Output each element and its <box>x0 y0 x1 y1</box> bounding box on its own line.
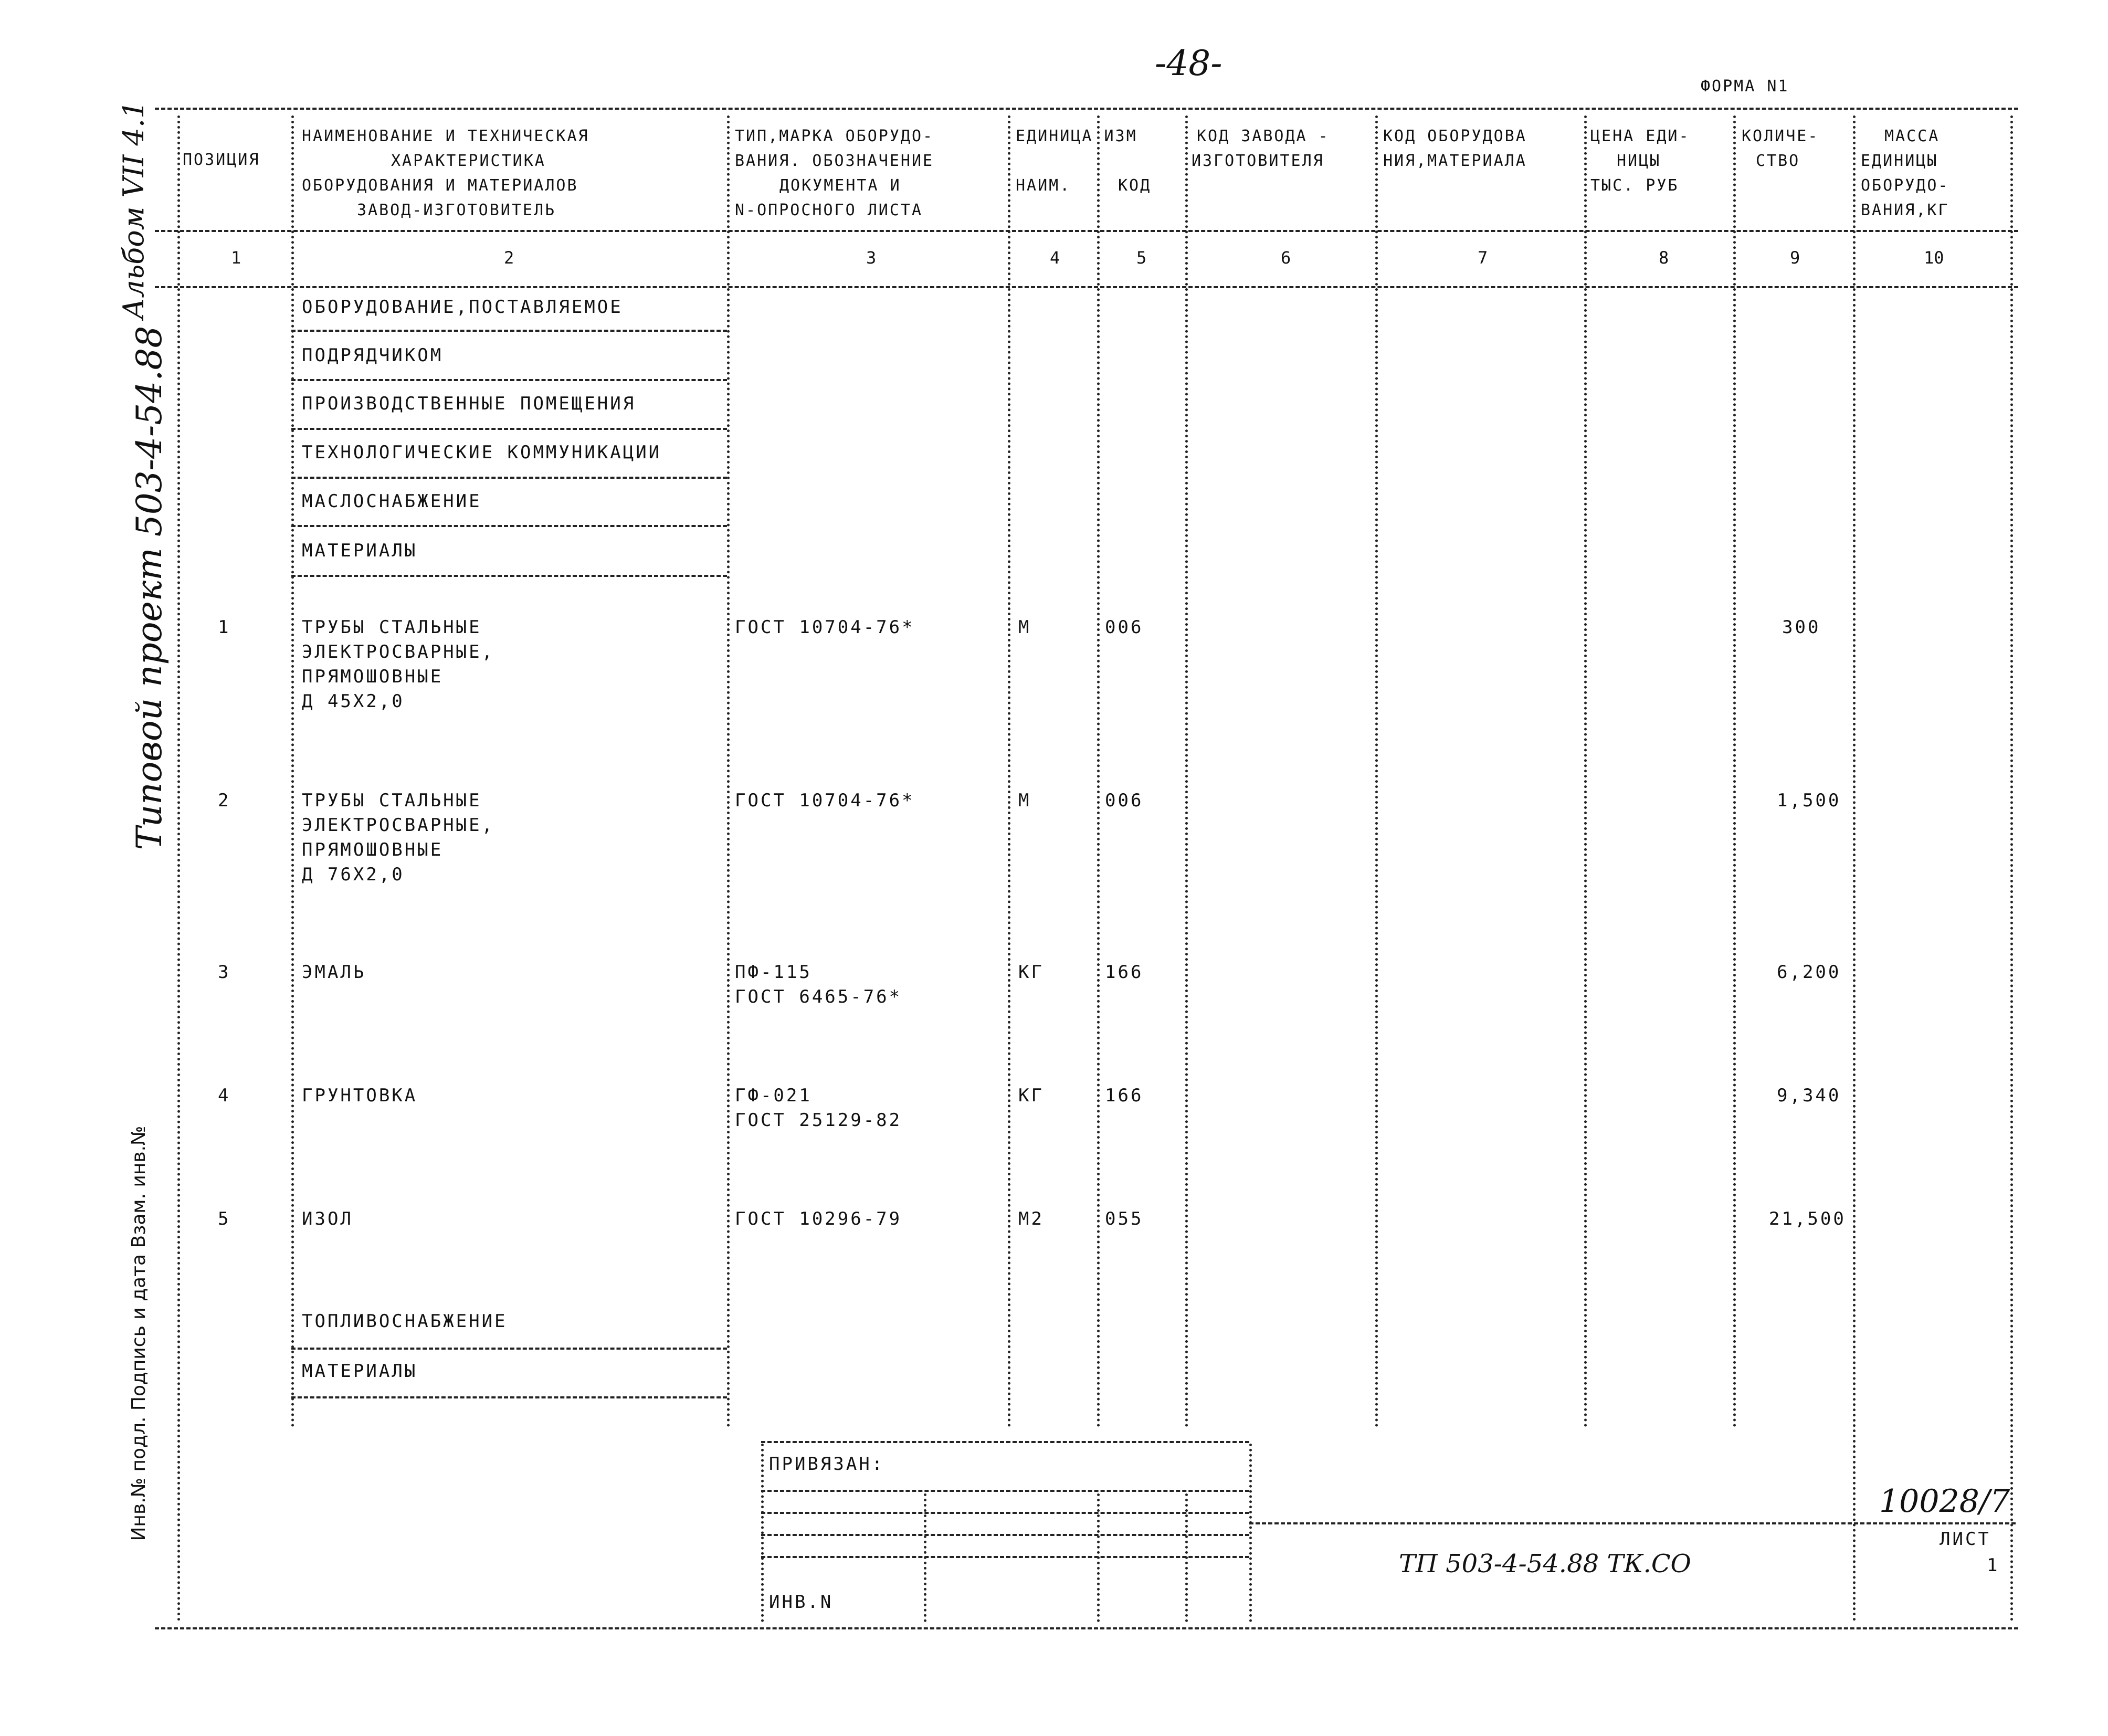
item-doc: ГОСТ 10704-76* <box>735 790 915 811</box>
inv-stamp-label: Инв.№ подл. Подпись и дата Взам. инв.№ <box>128 1125 150 1541</box>
album-label: Альбом VII 4.1 <box>117 100 150 320</box>
header-maker: ИЗГОТОВИТЕЛЯ <box>1192 152 1324 170</box>
form-label: ФОРМА N1 <box>1701 77 1789 96</box>
section-heading: ТОПЛИВОСНАБЖЕНИЕ <box>302 1311 508 1332</box>
header-name: НАИМЕНОВАНИЕ И ТЕХНИЧЕСКАЯ <box>302 127 589 145</box>
item-qty: 21,500 <box>1769 1208 1846 1229</box>
item-qty: 1,500 <box>1777 790 1841 811</box>
section-rule <box>291 1396 727 1398</box>
stamp-doc-code: ТП 503-4-54.88 ТК.СО <box>1399 1549 1691 1579</box>
stamp-sep <box>1185 1493 1188 1622</box>
stamp-sep <box>1249 1444 1252 1622</box>
header-name: ХАРАКТЕРИСТИКА <box>391 152 546 170</box>
col-sep <box>1375 115 1378 1428</box>
handwritten-number: 10028/7 <box>1879 1483 2010 1520</box>
stamp-rule <box>761 1512 1249 1514</box>
header-unit: КОД <box>1118 176 1152 195</box>
item-pos: 2 <box>218 790 231 811</box>
rule-bottom <box>155 1627 2018 1629</box>
header-type: ВАНИЯ. ОБОЗНАЧЕНИЕ <box>735 152 934 170</box>
section-rule <box>291 330 727 332</box>
item-name: ТРУБЫ СТАЛЬНЫЕ <box>302 617 482 638</box>
item-name: ЭЛЕКТРОСВАРНЫЕ, <box>302 815 495 836</box>
item-code: 166 <box>1105 962 1144 983</box>
section-heading: МАСЛОСНАБЖЕНИЕ <box>302 491 482 512</box>
item-code: 166 <box>1105 1085 1144 1106</box>
col-sep <box>1185 115 1188 1428</box>
header-price: НИЦЫ <box>1617 152 1661 170</box>
header-mass: МАССА <box>1884 127 1940 145</box>
section-heading: МАТЕРИАЛЫ <box>302 1361 418 1382</box>
item-doc: ГОСТ 10704-76* <box>735 617 915 638</box>
section-rule <box>291 379 727 381</box>
stamp-rule <box>761 1534 1249 1536</box>
col-number: 3 <box>866 248 877 268</box>
item-pos: 5 <box>218 1208 231 1229</box>
header-mass: ОБОРУДО- <box>1861 176 1949 195</box>
section-heading: ПРОИЗВОДСТВЕННЫЕ ПОМЕЩЕНИЯ <box>302 393 636 414</box>
header-qty: СТВО <box>1756 152 1800 170</box>
section-rule <box>291 575 727 577</box>
stamp-inv-label: ИНВ.N <box>769 1592 834 1613</box>
col-sep <box>1097 115 1100 1428</box>
item-doc: ГОСТ 6465-76* <box>735 986 902 1007</box>
stamp-sheet-number: 1 <box>1987 1555 2000 1576</box>
header-code: КОД ОБОРУДОВА <box>1383 127 1527 145</box>
item-unit: М <box>1018 617 1031 638</box>
item-unit: КГ <box>1018 962 1044 983</box>
item-name: ПРЯМОШОВНЫЕ <box>302 839 444 860</box>
item-doc: ГФ-021 <box>735 1085 812 1106</box>
header-unit: НАИМ. <box>1016 176 1071 195</box>
item-code: 055 <box>1105 1208 1144 1229</box>
item-code: 006 <box>1105 617 1144 638</box>
header-type: ДОКУМЕНТА И <box>779 176 901 195</box>
col-number: 9 <box>1790 248 1800 268</box>
col-sep <box>291 115 294 1428</box>
item-name: ИЗОЛ <box>302 1208 353 1229</box>
item-unit: КГ <box>1018 1085 1044 1106</box>
stamp-rule <box>761 1490 1249 1492</box>
item-name: ЭЛЕКТРОСВАРНЫЕ, <box>302 641 495 662</box>
section-rule <box>291 525 727 527</box>
item-name: Д 45Х2,0 <box>302 691 405 712</box>
col-number: 6 <box>1281 248 1291 268</box>
item-unit: М2 <box>1018 1208 1044 1229</box>
item-qty: 9,340 <box>1777 1085 1841 1106</box>
item-name: Д 76Х2,0 <box>302 864 405 885</box>
item-doc: ГОСТ 10296-79 <box>735 1208 902 1229</box>
item-qty: 300 <box>1782 617 1821 638</box>
rule-top <box>155 108 2018 110</box>
col-sep <box>177 115 180 1622</box>
col-sep <box>1008 115 1010 1428</box>
header-unit: ЕДИНИЦА ИЗМ <box>1016 127 1137 145</box>
header-qty: КОЛИЧЕ- <box>1742 127 1819 145</box>
stamp-sep <box>1097 1493 1100 1622</box>
col-number: 10 <box>1924 248 1944 268</box>
section-rule <box>291 1348 727 1350</box>
col-number: 8 <box>1659 248 1669 268</box>
section-rule <box>291 477 727 479</box>
item-unit: М <box>1018 790 1031 811</box>
item-pos: 4 <box>218 1085 231 1106</box>
item-name: ГРУНТОВКА <box>302 1085 418 1106</box>
col-number: 4 <box>1050 248 1060 268</box>
header-maker: КОД ЗАВОДА - <box>1197 127 1330 145</box>
project-label: Типовой проект 503-4-54.88 <box>129 325 170 850</box>
section-heading: МАТЕРИАЛЫ <box>302 540 418 561</box>
item-doc: ГОСТ 25129-82 <box>735 1110 902 1131</box>
header-pos: ПОЗИЦИЯ <box>183 151 260 169</box>
header-name: ОБОРУДОВАНИЯ И МАТЕРИАЛОВ <box>302 176 578 195</box>
stamp-sep <box>761 1444 764 1622</box>
col-sep <box>727 115 730 1428</box>
item-name: ПРЯМОШОВНЫЕ <box>302 666 444 687</box>
col-number: 7 <box>1478 248 1488 268</box>
header-code: НИЯ,МАТЕРИАЛА <box>1383 152 1527 170</box>
stamp-rule <box>761 1556 1249 1558</box>
section-heading: ПОДРЯДЧИКОМ <box>302 345 444 366</box>
col-sep <box>2010 115 2013 1622</box>
header-name: ЗАВОД-ИЗГОТОВИТЕЛЬ <box>357 201 556 219</box>
item-code: 006 <box>1105 790 1144 811</box>
col-number: 1 <box>231 248 241 268</box>
col-number: 5 <box>1136 248 1147 268</box>
header-mass: ВАНИЯ,КГ <box>1861 201 1949 219</box>
item-qty: 6,200 <box>1777 962 1841 983</box>
item-doc: ПФ-115 <box>735 962 812 983</box>
page-number: -48- <box>1155 43 1222 83</box>
item-pos: 1 <box>218 617 231 638</box>
col-sep <box>1853 115 1856 1622</box>
section-rule <box>291 428 727 430</box>
header-price: ТЫС. РУБ <box>1590 176 1679 195</box>
stamp-sheet-label: ЛИСТ <box>1940 1529 1991 1550</box>
stamp-rule <box>1249 1522 2016 1524</box>
rule-header-bottom <box>155 230 2018 232</box>
col-sep <box>1733 115 1736 1428</box>
item-name: ТРУБЫ СТАЛЬНЫЕ <box>302 790 482 811</box>
header-price: ЦЕНА ЕДИ- <box>1590 127 1690 145</box>
rule-colnums-bottom <box>155 286 2018 288</box>
header-type: ТИП,МАРКА ОБОРУДО- <box>735 127 934 145</box>
stamp-bound-label: ПРИВЯЗАН: <box>769 1454 885 1475</box>
col-sep <box>1584 115 1587 1428</box>
item-pos: 3 <box>218 962 231 983</box>
stamp-sep <box>924 1493 926 1622</box>
col-number: 2 <box>504 248 514 268</box>
stamp-rule <box>761 1441 1249 1443</box>
item-name: ЭМАЛЬ <box>302 962 366 983</box>
header-mass: ЕДИНИЦЫ <box>1861 152 1938 170</box>
header-type: N-ОПРОСНОГО ЛИСТА <box>735 201 923 219</box>
section-heading: ТЕХНОЛОГИЧЕСКИЕ КОММУНИКАЦИИ <box>302 442 662 463</box>
section-heading: ОБОРУДОВАНИЕ,ПОСТАВЛЯЕМОЕ <box>302 297 623 318</box>
